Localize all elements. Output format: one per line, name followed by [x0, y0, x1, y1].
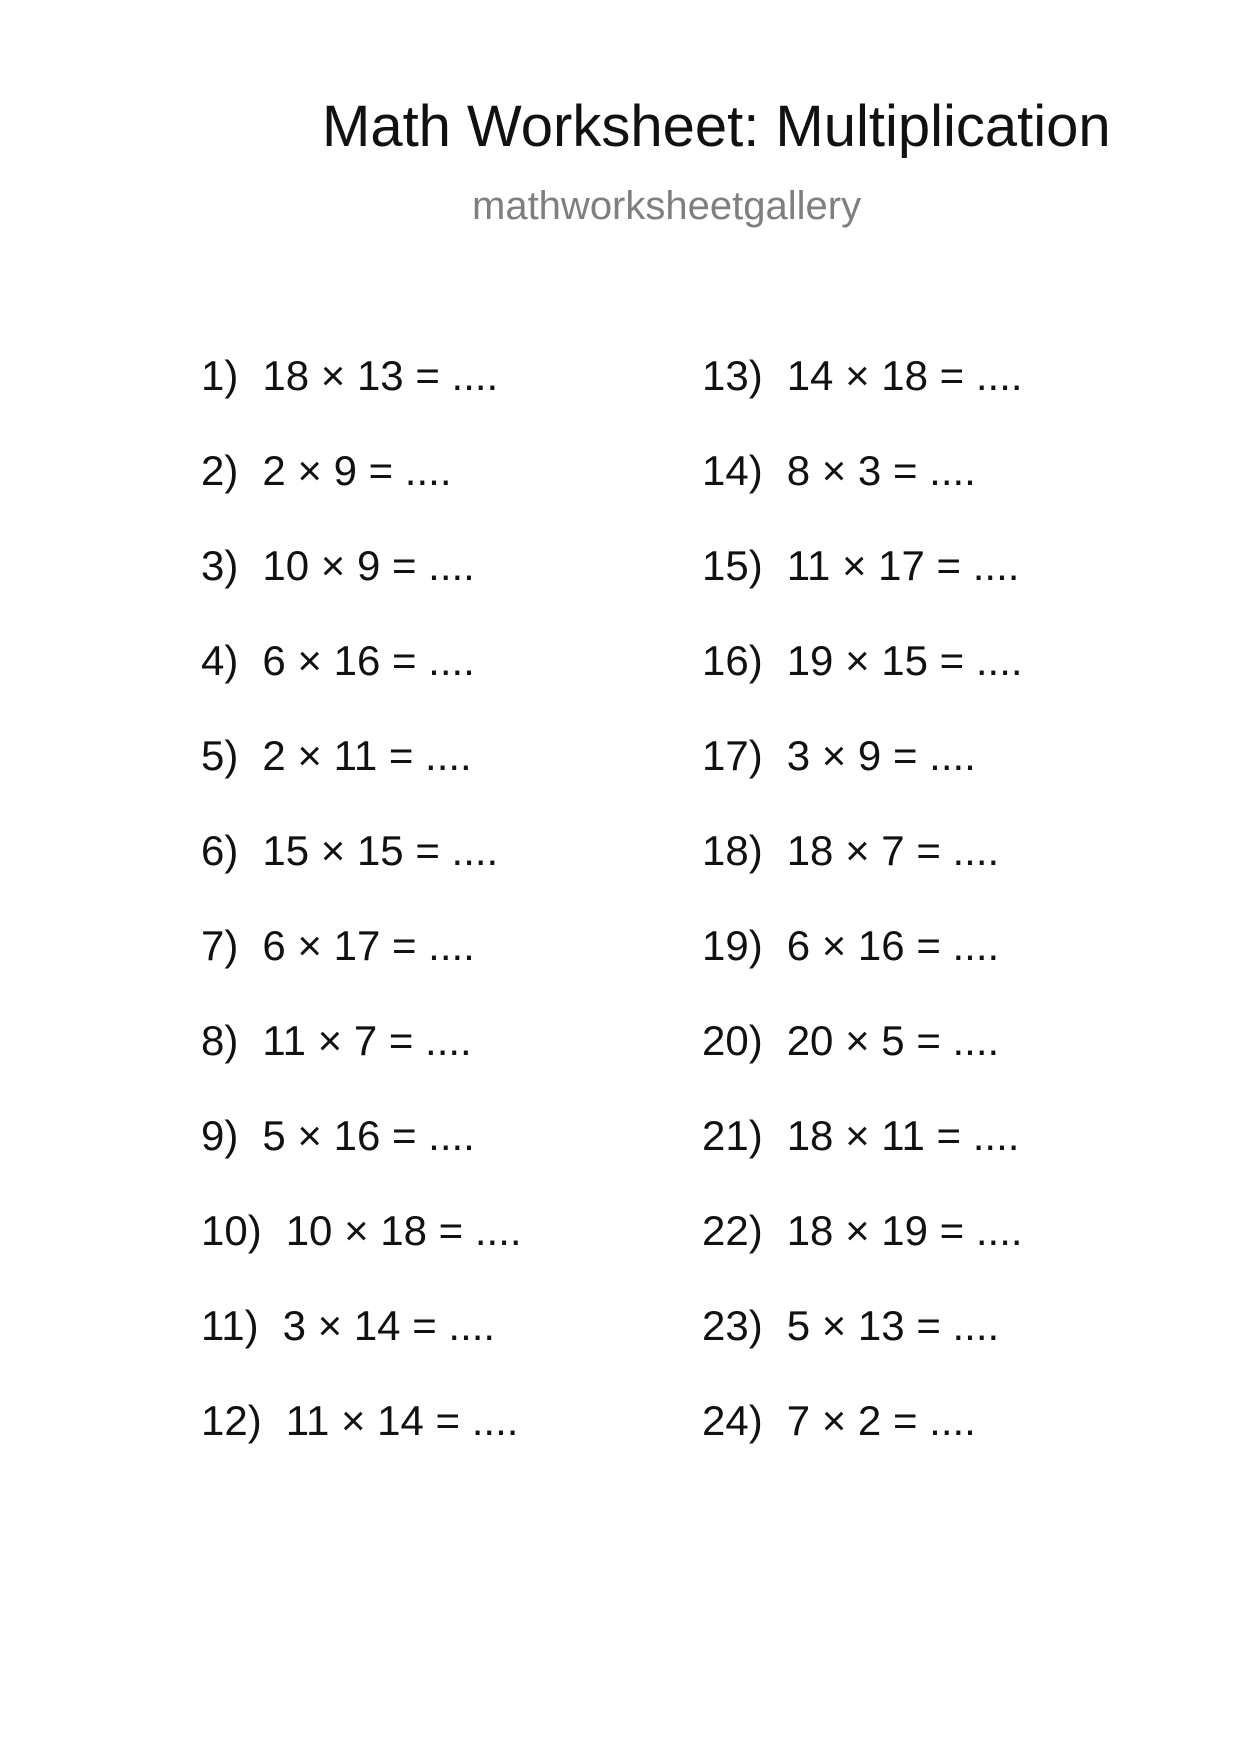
problem-24: [702, 1397, 1172, 1492]
problem-expression: 18 × 7 = ....: [786, 827, 1000, 874]
problem-number: 5): [201, 732, 239, 779]
problem-number: 10): [201, 1207, 262, 1254]
problem-11: [201, 1302, 671, 1397]
problem-expression: 20 × 5 = ....: [786, 1017, 1000, 1064]
problem-23: [702, 1302, 1172, 1397]
problem-14: [702, 447, 1172, 542]
problem-10: [201, 1207, 671, 1302]
problem-expression: 5 × 16 = ....: [262, 1112, 475, 1159]
problem-7: [201, 922, 671, 1017]
problem-expression: 18 × 11 = ....: [786, 1112, 1020, 1159]
problem-expression: 7 × 2 = ....: [786, 1397, 976, 1444]
problem-2: [201, 447, 671, 542]
problem-number: 9): [201, 1112, 239, 1159]
problem-number: 8): [201, 1017, 239, 1064]
page-title: Math Worksheet: Multiplication: [322, 94, 1111, 159]
problem-expression: 6 × 17 = ....: [262, 922, 475, 969]
problem-number: 16): [702, 637, 763, 684]
problem-expression: 6 × 16 = ....: [262, 637, 475, 684]
problem-number: 12): [201, 1397, 262, 1444]
problem-expression: 11 × 14 = ....: [285, 1397, 519, 1444]
problem-expression: 14 × 18 = ....: [786, 352, 1023, 399]
problem-expression: 10 × 9 = ....: [262, 542, 475, 589]
problem-number: 18): [702, 827, 763, 874]
problem-number: 24): [702, 1397, 763, 1444]
problem-expression: 8 × 3 = ....: [786, 447, 976, 494]
problem-8: [201, 1017, 671, 1112]
problem-4: [201, 637, 671, 732]
problem-5: [201, 732, 671, 827]
problem-number: 21): [702, 1112, 763, 1159]
problem-number: 17): [702, 732, 763, 779]
problem-number: 14): [702, 447, 763, 494]
problem-expression: 2 × 11 = ....: [262, 732, 472, 779]
problem-19: [702, 922, 1172, 1017]
problem-12: [201, 1397, 671, 1492]
problem-number: 4): [201, 637, 239, 684]
problem-18: [702, 827, 1172, 922]
problem-number: 22): [702, 1207, 763, 1254]
problem-3: [201, 542, 671, 637]
page-subtitle: mathworksheetgallery: [472, 184, 862, 228]
problem-number: 2): [201, 447, 239, 494]
problem-9: [201, 1112, 671, 1207]
problem-22: [702, 1207, 1172, 1302]
problem-1: [201, 352, 671, 447]
problem-expression: 11 × 7 = ....: [262, 1017, 472, 1064]
problem-number: 11): [201, 1302, 259, 1349]
problem-number: 1): [201, 352, 239, 399]
problem-expression: 2 × 9 = ....: [262, 447, 452, 494]
problem-number: 20): [702, 1017, 763, 1064]
problem-number: 19): [702, 922, 763, 969]
problem-expression: 5 × 13 = ....: [786, 1302, 1000, 1349]
problem-number: 15): [702, 542, 763, 589]
problem-expression: 15 × 15 = ....: [262, 827, 499, 874]
problem-expression: 11 × 17 = ....: [786, 542, 1020, 589]
problem-6: [201, 827, 671, 922]
problem-expression: 18 × 19 = ....: [786, 1207, 1023, 1254]
problem-20: [702, 1017, 1172, 1112]
problem-number: 7): [201, 922, 239, 969]
problem-15: [702, 542, 1172, 637]
problem-expression: 18 × 13 = ....: [262, 352, 499, 399]
problem-expression: 6 × 16 = ....: [786, 922, 1000, 969]
problem-13: [702, 352, 1172, 447]
problem-16: [702, 637, 1172, 732]
problem-number: 13): [702, 352, 763, 399]
problem-number: 23): [702, 1302, 763, 1349]
problem-column-right: [702, 352, 1172, 1492]
problem-column-left: [201, 352, 671, 1492]
problem-expression: 19 × 15 = ....: [786, 637, 1023, 684]
problem-expression: 3 × 9 = ....: [786, 732, 976, 779]
problem-expression: 3 × 14 = ....: [282, 1302, 496, 1349]
problem-21: [702, 1112, 1172, 1207]
problem-17: [702, 732, 1172, 827]
problem-expression: 10 × 18 = ....: [285, 1207, 522, 1254]
problem-number: 6): [201, 827, 239, 874]
problem-number: 3): [201, 542, 239, 589]
